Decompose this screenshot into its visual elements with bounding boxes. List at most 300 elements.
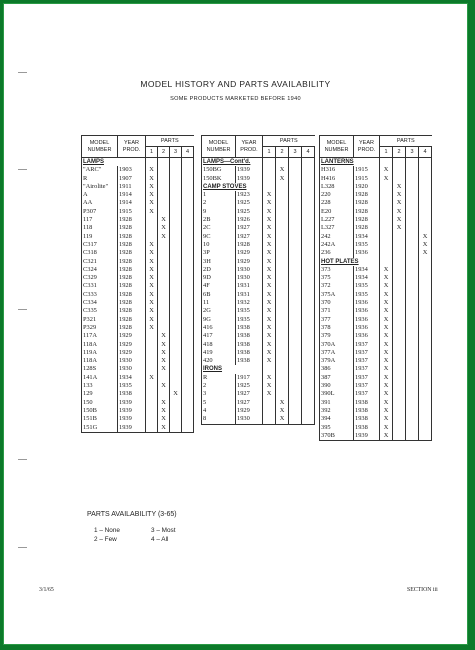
- year-cell: 1923: [236, 191, 263, 199]
- page-title: MODEL HISTORY AND PARTS AVAILABILITY: [140, 79, 331, 89]
- parts-cell: X: [146, 258, 158, 266]
- year-cell: 1937: [354, 357, 380, 365]
- table-row: [82, 374, 194, 382]
- table-row: [202, 291, 315, 299]
- parts-cell: [263, 407, 276, 415]
- parts-cell: [393, 291, 406, 299]
- parts-cell: X: [158, 424, 170, 433]
- year-cell: 1934: [354, 274, 380, 282]
- parts-cell: X: [380, 357, 393, 365]
- parts-cell: [170, 241, 182, 249]
- year-cell: 1930: [118, 357, 146, 365]
- year-cell: 1936: [354, 299, 380, 307]
- parts-cell: [276, 357, 289, 365]
- year-cell: 1937: [354, 365, 380, 373]
- model-number-cell: 3H: [202, 258, 236, 266]
- parts-cell: [419, 349, 432, 357]
- parts-cell: [302, 216, 315, 224]
- parts-cell: [406, 258, 419, 266]
- table-row: [202, 216, 315, 224]
- parts-cell: X: [146, 274, 158, 282]
- parts-cell: [393, 390, 406, 398]
- parts-cell: [380, 233, 393, 241]
- parts-cell: X: [158, 349, 170, 357]
- header-parts-level-3: 3: [289, 147, 302, 158]
- year-cell: 1928: [118, 249, 146, 257]
- parts-cell: [419, 374, 432, 382]
- parts-cell: [182, 299, 194, 307]
- year-cell: 1938: [236, 332, 263, 340]
- year-cell: 1928: [236, 241, 263, 249]
- parts-cell: [289, 241, 302, 249]
- parts-cell: [182, 183, 194, 191]
- parts-cell: [393, 399, 406, 407]
- parts-cell: [380, 158, 393, 167]
- parts-cell: X: [146, 175, 158, 183]
- table-row: [320, 249, 432, 257]
- parts-cell: [419, 191, 432, 199]
- year-cell: 1928: [354, 224, 380, 232]
- table-row: [82, 175, 194, 183]
- model-number-cell: 370: [320, 299, 354, 307]
- parts-cell: [380, 199, 393, 207]
- year-cell: 1903: [118, 166, 146, 174]
- year-cell: 1927: [236, 390, 263, 398]
- year-cell: 1937: [354, 390, 380, 398]
- parts-cell: X: [380, 175, 393, 183]
- parts-cell: [170, 233, 182, 241]
- table-row: [320, 415, 432, 423]
- header-prod-label: PROD.: [240, 146, 258, 153]
- table-row: [320, 216, 432, 224]
- parts-cell: X: [380, 415, 393, 423]
- table-row: [202, 324, 315, 332]
- header-year-label: YEAR: [359, 140, 374, 147]
- parts-cell: [393, 341, 406, 349]
- parts-cell: [393, 158, 406, 167]
- parts-cell: [289, 166, 302, 174]
- parts-cell: [406, 266, 419, 274]
- model-number-cell: 2C: [202, 224, 236, 232]
- model-number-cell: 391: [320, 399, 354, 407]
- model-number-cell: 150BG: [202, 166, 236, 174]
- parts-cell: [393, 282, 406, 290]
- table-row: [202, 191, 315, 199]
- parts-cell: X: [263, 349, 276, 357]
- model-number-cell: AA: [82, 199, 118, 207]
- parts-cell: [276, 274, 289, 282]
- parts-cell: [182, 258, 194, 266]
- parts-cell: [158, 199, 170, 207]
- parts-cell: [276, 291, 289, 299]
- model-table-middle: [201, 135, 315, 425]
- parts-cell: [263, 166, 276, 174]
- parts-cell: [276, 199, 289, 207]
- parts-cell: [170, 382, 182, 390]
- parts-cell: [302, 316, 315, 324]
- parts-cell: [289, 208, 302, 216]
- parts-cell: X: [263, 307, 276, 315]
- parts-cell: [406, 224, 419, 232]
- parts-cell: [146, 158, 158, 167]
- parts-cell: X: [263, 216, 276, 224]
- section-heading-row: [320, 258, 432, 266]
- parts-cell: [419, 299, 432, 307]
- table-row: [202, 175, 315, 183]
- parts-cell: [302, 382, 315, 390]
- parts-cell: [406, 349, 419, 357]
- model-number-cell: 370A: [320, 341, 354, 349]
- parts-cell: [302, 249, 315, 257]
- parts-cell: [158, 249, 170, 257]
- header-model-label: MODEL: [326, 140, 347, 147]
- parts-cell: [302, 191, 315, 199]
- year-cell: 1928: [118, 316, 146, 324]
- parts-cell: [158, 241, 170, 249]
- parts-cell: [419, 432, 432, 441]
- model-number-cell: C331: [82, 282, 118, 290]
- parts-cell: [182, 357, 194, 365]
- year-cell: 1911: [118, 183, 146, 191]
- parts-cell: [182, 374, 194, 382]
- year-cell: 1928: [354, 199, 380, 207]
- parts-cell: X: [263, 224, 276, 232]
- parts-cell: X: [158, 399, 170, 407]
- parts-cell: [158, 183, 170, 191]
- table-row: [82, 316, 194, 324]
- parts-cell: [182, 407, 194, 415]
- section-heading: IRONS: [202, 365, 263, 373]
- parts-cell: [158, 208, 170, 216]
- parts-cell: [419, 307, 432, 315]
- legend-item-all: 4 – All: [151, 536, 169, 543]
- parts-cell: [419, 415, 432, 423]
- parts-cell: X: [393, 191, 406, 199]
- parts-cell: [263, 158, 276, 167]
- parts-cell: [170, 374, 182, 382]
- parts-cell: [289, 299, 302, 307]
- header-parts-level-3: 3: [170, 147, 182, 158]
- parts-cell: X: [419, 233, 432, 241]
- model-number-cell: 8: [202, 415, 236, 424]
- parts-cell: [182, 191, 194, 199]
- parts-cell: [170, 216, 182, 224]
- parts-cell: X: [263, 390, 276, 398]
- legend-item-few: 2 – Few: [94, 536, 117, 543]
- table-row: [82, 390, 194, 398]
- model-number-cell: "Airolite": [82, 183, 118, 191]
- parts-cell: [170, 299, 182, 307]
- parts-cell: [146, 382, 158, 390]
- table-row: [82, 224, 194, 232]
- table-row: [82, 399, 194, 407]
- parts-cell: [302, 332, 315, 340]
- table-row: [320, 390, 432, 398]
- year-cell: 1915: [354, 175, 380, 183]
- parts-cell: [158, 307, 170, 315]
- parts-cell: [170, 365, 182, 373]
- parts-cell: [406, 274, 419, 282]
- model-number-cell: 377: [320, 316, 354, 324]
- header-parts-level-2: 2: [276, 147, 289, 158]
- header-parts-level-1: 1: [146, 147, 158, 158]
- table-row: [202, 316, 315, 324]
- table-row: [202, 241, 315, 249]
- model-number-cell: 150B: [82, 407, 118, 415]
- table-row: [82, 274, 194, 282]
- parts-cell: X: [393, 183, 406, 191]
- parts-cell: [419, 166, 432, 174]
- table-row: [202, 307, 315, 315]
- parts-cell: [406, 374, 419, 382]
- parts-cell: [289, 175, 302, 183]
- parts-cell: [263, 175, 276, 183]
- parts-cell: [406, 175, 419, 183]
- model-number-cell: 117: [82, 216, 118, 224]
- year-cell: 1939: [236, 166, 263, 174]
- parts-cell: X: [380, 316, 393, 324]
- parts-cell: X: [380, 407, 393, 415]
- year-cell: 1926: [236, 216, 263, 224]
- parts-cell: [406, 208, 419, 216]
- header-parts: PARTS: [263, 136, 315, 147]
- table-row: [82, 191, 194, 199]
- parts-cell: X: [263, 374, 276, 382]
- parts-cell: [289, 191, 302, 199]
- year-cell: 1931: [236, 291, 263, 299]
- table-row: [82, 324, 194, 332]
- year-cell: 1935: [236, 316, 263, 324]
- parts-cell: [170, 274, 182, 282]
- parts-cell: X: [380, 307, 393, 315]
- model-number-cell: 394: [320, 415, 354, 423]
- parts-cell: [170, 357, 182, 365]
- year-cell: 1928: [118, 282, 146, 290]
- parts-cell: [302, 365, 315, 373]
- parts-cell: [182, 233, 194, 241]
- parts-cell: X: [419, 241, 432, 249]
- parts-cell: X: [263, 299, 276, 307]
- parts-cell: [302, 374, 315, 382]
- parts-cell: X: [263, 266, 276, 274]
- parts-cell: [289, 158, 302, 167]
- year-cell: 1928: [118, 274, 146, 282]
- model-number-cell: 9D: [202, 274, 236, 282]
- table-row: [202, 233, 315, 241]
- parts-cell: [146, 407, 158, 415]
- year-cell: 1930: [236, 415, 263, 424]
- year-cell: 1938: [236, 324, 263, 332]
- parts-cell: [406, 191, 419, 199]
- parts-cell: [302, 291, 315, 299]
- model-number-cell: 236: [320, 249, 354, 257]
- parts-cell: [289, 291, 302, 299]
- parts-cell: [419, 175, 432, 183]
- parts-cell: [158, 258, 170, 266]
- parts-cell: [406, 282, 419, 290]
- section-heading: LAMPS: [82, 158, 146, 167]
- year-cell: 1937: [354, 382, 380, 390]
- year-cell: 1939: [118, 424, 146, 433]
- parts-cell: [419, 390, 432, 398]
- parts-cell: X: [276, 415, 289, 424]
- year-cell: 1936: [354, 324, 380, 332]
- year-cell: 1928: [354, 216, 380, 224]
- header-year-prod: [354, 136, 380, 158]
- header-prod-label: PROD.: [357, 146, 376, 153]
- parts-cell: [170, 191, 182, 199]
- parts-cell: [302, 183, 315, 191]
- parts-cell: [182, 390, 194, 398]
- table-row: [202, 208, 315, 216]
- parts-cell: [276, 258, 289, 266]
- table-row: [202, 332, 315, 340]
- parts-cell: [182, 166, 194, 174]
- model-number-cell: C329: [82, 274, 118, 282]
- year-cell: 1925: [236, 382, 263, 390]
- table-row: [320, 191, 432, 199]
- parts-cell: [289, 233, 302, 241]
- parts-cell: [302, 390, 315, 398]
- year-cell: 1937: [354, 341, 380, 349]
- year-cell: 1928: [118, 291, 146, 299]
- model-number-cell: 375: [320, 274, 354, 282]
- parts-cell: X: [146, 166, 158, 174]
- table-row: [320, 208, 432, 216]
- year-cell: 1936: [354, 249, 380, 257]
- parts-cell: [419, 365, 432, 373]
- parts-cell: [146, 332, 158, 340]
- parts-cell: X: [158, 407, 170, 415]
- table-row: [320, 175, 432, 183]
- parts-cell: [158, 274, 170, 282]
- table-row: [202, 349, 315, 357]
- table-row: [320, 282, 432, 290]
- parts-cell: [146, 390, 158, 398]
- parts-cell: [276, 241, 289, 249]
- parts-cell: X: [146, 307, 158, 315]
- parts-cell: [276, 365, 289, 373]
- model-number-cell: C318: [82, 249, 118, 257]
- year-cell: 1928: [354, 191, 380, 199]
- parts-cell: [393, 382, 406, 390]
- parts-cell: [146, 341, 158, 349]
- parts-cell: [380, 208, 393, 216]
- year-cell: 1939: [118, 415, 146, 423]
- parts-cell: [380, 191, 393, 199]
- parts-cell: [170, 208, 182, 216]
- parts-cell: [419, 324, 432, 332]
- model-number-cell: 4F: [202, 282, 236, 290]
- table-row: [320, 199, 432, 207]
- year-cell: 1928: [118, 324, 146, 332]
- parts-cell: X: [158, 216, 170, 224]
- parts-cell: [170, 316, 182, 324]
- parts-cell: [289, 266, 302, 274]
- parts-cell: X: [380, 424, 393, 432]
- parts-cell: [289, 274, 302, 282]
- parts-cell: X: [146, 299, 158, 307]
- section-heading-row: [202, 365, 315, 373]
- table-row: [82, 233, 194, 241]
- table-row: [202, 390, 315, 398]
- model-number-cell: R: [82, 175, 118, 183]
- model-number-cell: H416: [320, 175, 354, 183]
- year-cell: 1938: [354, 407, 380, 415]
- table-row: [320, 365, 432, 373]
- header-year-prod: [118, 136, 146, 158]
- parts-cell: [182, 399, 194, 407]
- parts-cell: [406, 399, 419, 407]
- year-cell: 1928: [118, 307, 146, 315]
- table-row: [320, 349, 432, 357]
- table-row: [320, 233, 432, 241]
- parts-cell: X: [276, 407, 289, 415]
- model-number-cell: C333: [82, 291, 118, 299]
- table-row: [320, 407, 432, 415]
- parts-cell: [158, 158, 170, 167]
- parts-cell: X: [146, 241, 158, 249]
- model-number-cell: 118: [82, 224, 118, 232]
- parts-cell: [170, 183, 182, 191]
- header-parts-level-3: 3: [406, 147, 419, 158]
- header-parts-level-4: 4: [419, 147, 432, 158]
- parts-cell: X: [380, 382, 393, 390]
- parts-cell: X: [158, 357, 170, 365]
- parts-cell: [302, 307, 315, 315]
- table-row: [82, 382, 194, 390]
- parts-cell: [302, 349, 315, 357]
- parts-cell: X: [146, 199, 158, 207]
- parts-cell: X: [380, 166, 393, 174]
- table-row: [202, 282, 315, 290]
- parts-cell: [289, 407, 302, 415]
- parts-cell: [419, 291, 432, 299]
- parts-cell: [170, 158, 182, 167]
- year-cell: 1938: [354, 399, 380, 407]
- parts-cell: X: [263, 357, 276, 365]
- parts-cell: [170, 307, 182, 315]
- year-cell: 1934: [354, 266, 380, 274]
- legend-item-none: 1 – None: [94, 527, 120, 534]
- year-cell: 1938: [354, 415, 380, 423]
- table-row: [320, 183, 432, 191]
- parts-cell: X: [263, 316, 276, 324]
- document-page: [3, 3, 468, 645]
- model-number-cell: 3: [202, 390, 236, 398]
- table-row: [82, 266, 194, 274]
- model-number-cell: 9: [202, 208, 236, 216]
- model-number-cell: P329: [82, 324, 118, 332]
- parts-cell: [182, 324, 194, 332]
- model-number-cell: 3P: [202, 249, 236, 257]
- parts-cell: [302, 324, 315, 332]
- parts-cell: [289, 415, 302, 424]
- model-number-cell: C335: [82, 307, 118, 315]
- parts-cell: [158, 299, 170, 307]
- year-cell: 1930: [236, 274, 263, 282]
- parts-cell: [182, 291, 194, 299]
- header-parts-level-2: 2: [393, 147, 406, 158]
- parts-cell: [393, 241, 406, 249]
- model-number-cell: 11: [202, 299, 236, 307]
- parts-cell: [182, 274, 194, 282]
- header-parts-level-4: 4: [302, 147, 315, 158]
- model-number-cell: 118A: [82, 341, 118, 349]
- parts-cell: X: [263, 241, 276, 249]
- parts-cell: [146, 216, 158, 224]
- legend-title: PARTS AVAILABILITY (3-65): [87, 511, 177, 518]
